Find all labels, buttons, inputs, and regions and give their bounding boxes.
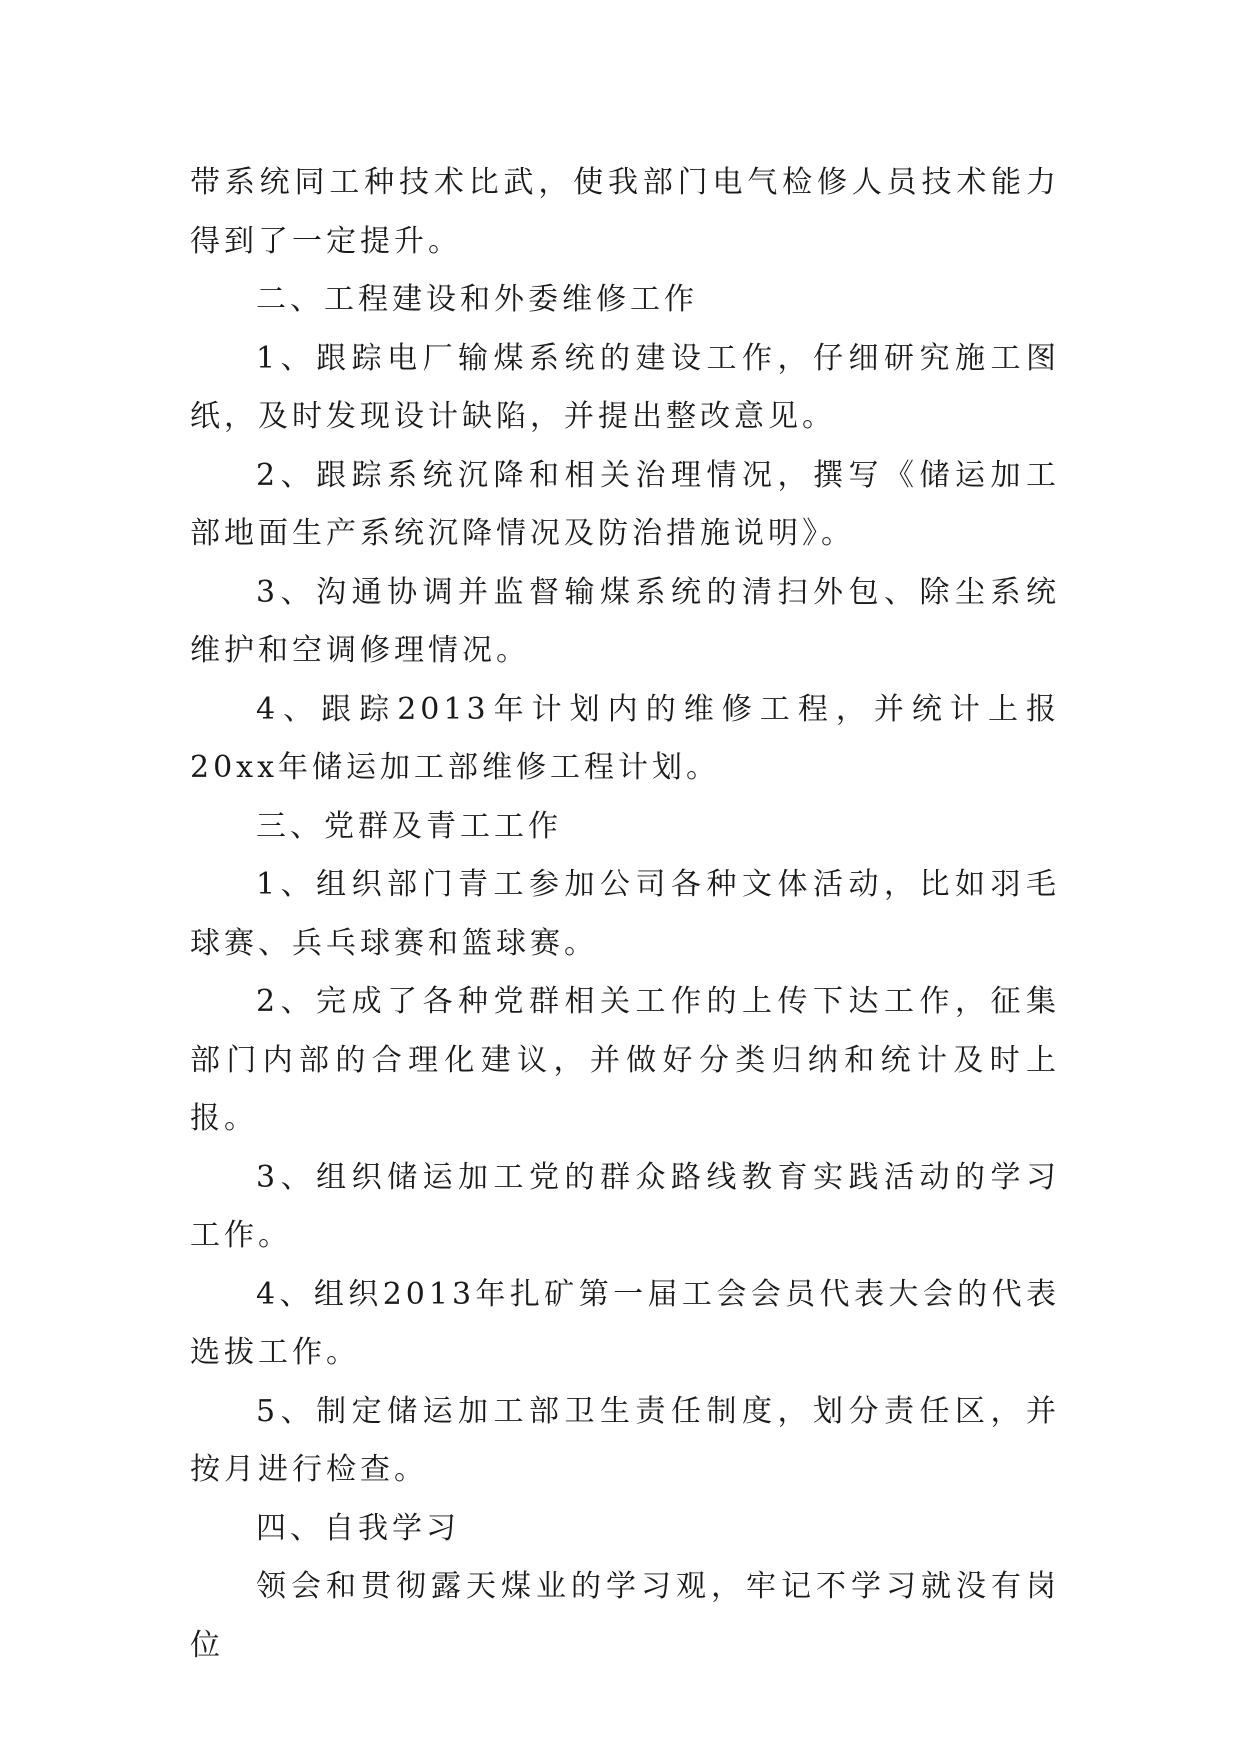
section-heading: 三、党群及青工工作 [256,808,562,844]
paragraph: 1、组织部门青工参加公司各种文体活动，比如羽毛球赛、兵乓球赛和篮球赛。 [190,867,1060,961]
document-body [190,154,1060,1675]
paragraph: 4、组织2013年扎矿第一届工会会员代表大会的代表选拔工作。 [190,1276,1060,1370]
section-heading: 二、工程建设和外委维修工作 [256,282,698,317]
paragraph: 2、完成了各种党群相关工作的上传下达工作，征集部门内部的合理化建议，并做好分类归纳和统计及时上报。 [190,984,1060,1136]
section-heading: 四、自我学习 [256,1510,460,1546]
paragraph: 带系统同工种技术比武，使我部门电气检修人员技术能力得到了一定提升。 [190,165,1060,259]
paragraph: 1、跟踪电厂输煤系统的建设工作，仔细研究施工图纸，及时发现设计缺陷，并提出整改意见。 [190,340,1060,434]
paragraph: 3、沟通协调并监督输煤系统的清扫外包、除尘系统维护和空调修理情况。 [190,574,1060,668]
paragraph: 领会和贯彻露天煤业的学习观，牢记不学习就没有岗位 [190,1569,1060,1663]
paragraph: 4、跟踪2013年计划内的维修工程，并统计上报20xx年储运加工部维修工程计划。 [190,691,1060,785]
paragraph: 3、组织储运加工党的群众路线教育实践活动的学习工作。 [190,1159,1060,1253]
paragraph: 5、制定储运加工部卫生责任制度，划分责任区，并按月进行检查。 [190,1393,1060,1487]
paragraph: 2、跟踪系统沉降和相关治理情况，撰写《储运加工部地面生产系统沉降情况及防治措施说明》。 [190,457,1060,551]
